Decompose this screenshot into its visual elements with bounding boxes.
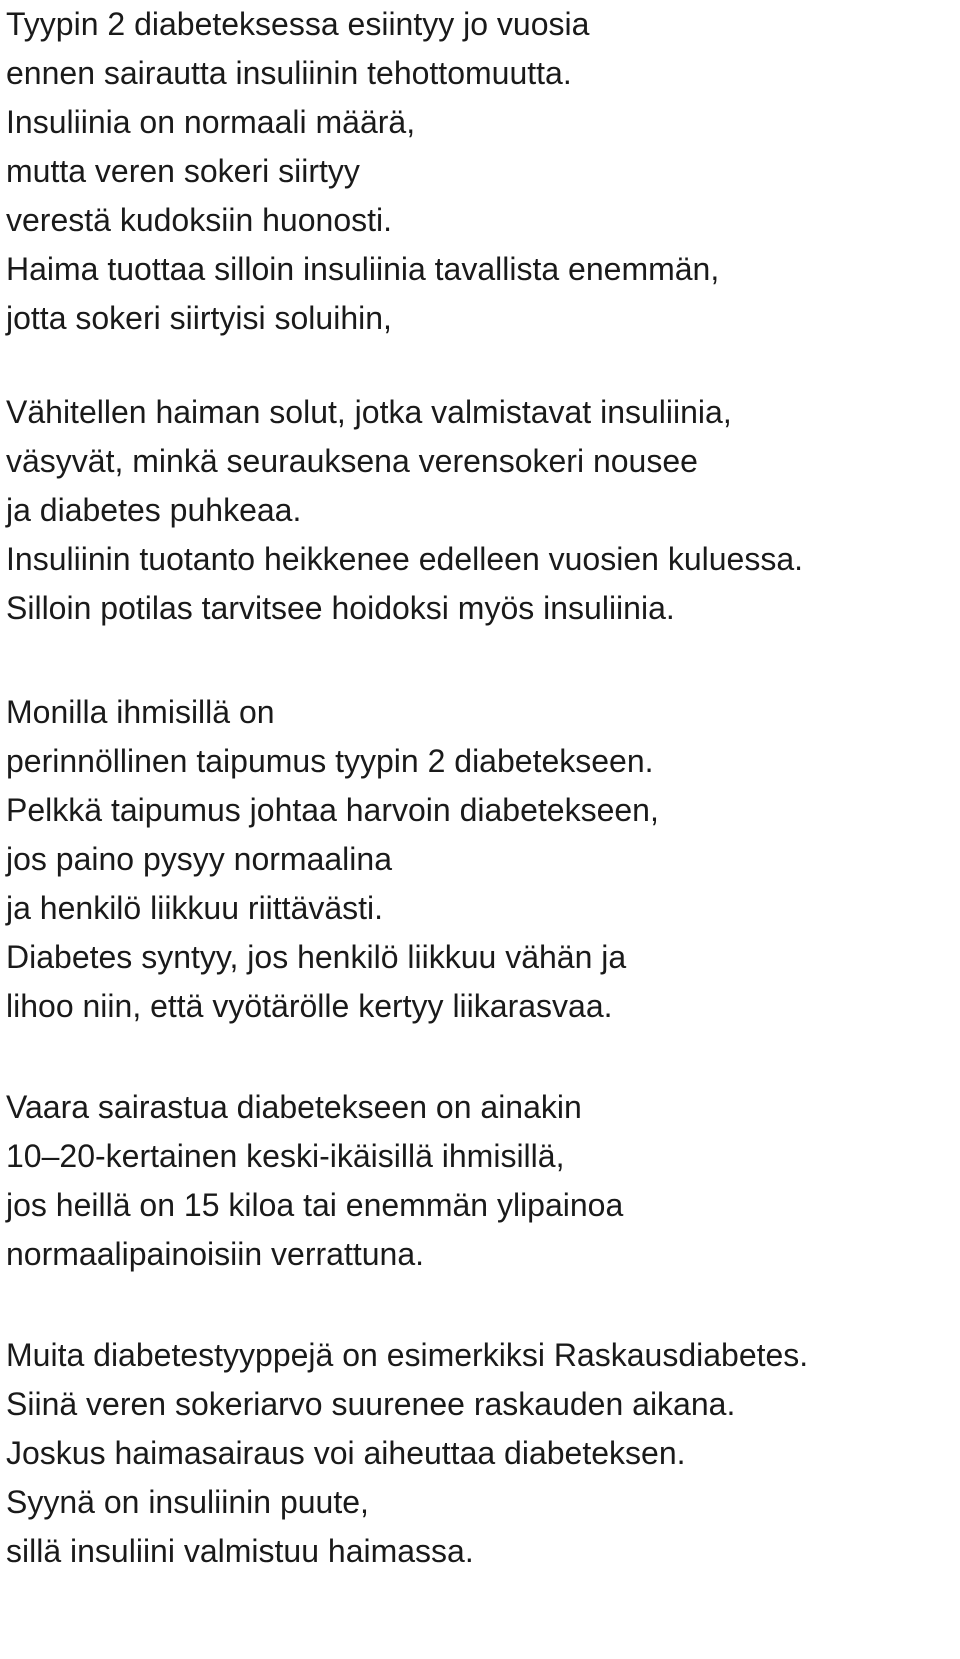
text-line: jos heillä on 15 kiloa tai enemmän ylipainoa [6, 1187, 624, 1223]
text-line: jos paino pysyy normaalina [6, 841, 392, 877]
text-line: Syynä on insuliinin puute, [6, 1484, 369, 1520]
text-line: Monilla ihmisillä on [6, 694, 275, 730]
text-line: Vaara sairastua diabetekseen on ainakin [6, 1089, 582, 1125]
paragraph-hereditary-tendency [6, 688, 659, 1031]
text-line: verestä kudoksiin huonosti. [6, 202, 392, 238]
paragraph-overweight-risk [6, 1083, 623, 1279]
text-line: Silloin potilas tarvitsee hoidoksi myös insuliinia. [6, 590, 675, 626]
paragraph-pancreas-fatigue [6, 388, 803, 633]
text-line: Insuliinin tuotanto heikkenee edelleen vuosien kuluessa. [6, 541, 803, 577]
text-line: Insuliinia on normaali määrä, [6, 104, 416, 140]
paragraph-other-diabetes-types [6, 1331, 808, 1576]
text-line: ennen sairautta insuliinin tehottomuutta. [6, 55, 572, 91]
text-line: normaalipainoisiin verrattuna. [6, 1236, 424, 1272]
text-line: Joskus haimasairaus voi aiheuttaa diabeteksen. [6, 1435, 686, 1471]
text-line: Muita diabetestyyppejä on esimerkiksi Raskausdiabetes. [6, 1337, 809, 1373]
text-line: perinnöllinen taipumus tyypin 2 diabetekseen. [6, 743, 654, 779]
text-line: Pelkkä taipumus johtaa harvoin diabetekseen, [6, 792, 659, 828]
paragraph-insulin-resistance [6, 0, 719, 343]
text-line: ja henkilö liikkuu riittävästi. [6, 890, 384, 926]
text-line: väsyvät, minkä seurauksena verensokeri nousee [6, 443, 698, 479]
text-line: sillä insuliini valmistuu haimassa. [6, 1533, 474, 1569]
text-line: 10–20-kertainen keski-ikäisillä ihmisillä, [6, 1138, 565, 1174]
text-line: Diabetes syntyy, jos henkilö liikkuu vähän ja [6, 939, 627, 975]
text-line: Haima tuottaa silloin insuliinia tavallista enemmän, [6, 251, 720, 287]
text-line: Vähitellen haiman solut, jotka valmistavat insuliinia, [6, 394, 732, 430]
text-line: jotta sokeri siirtyisi soluihin, [6, 300, 392, 336]
text-line: Tyypin 2 diabeteksessa esiintyy jo vuosia [6, 6, 590, 42]
text-line: ja diabetes puhkeaa. [6, 492, 302, 528]
text-line: Siinä veren sokeriarvo suurenee raskauden aikana. [6, 1386, 736, 1422]
text-line: mutta veren sokeri siirtyy [6, 153, 360, 189]
text-line: lihoo niin, että vyötärölle kertyy liikarasvaa. [6, 988, 613, 1024]
